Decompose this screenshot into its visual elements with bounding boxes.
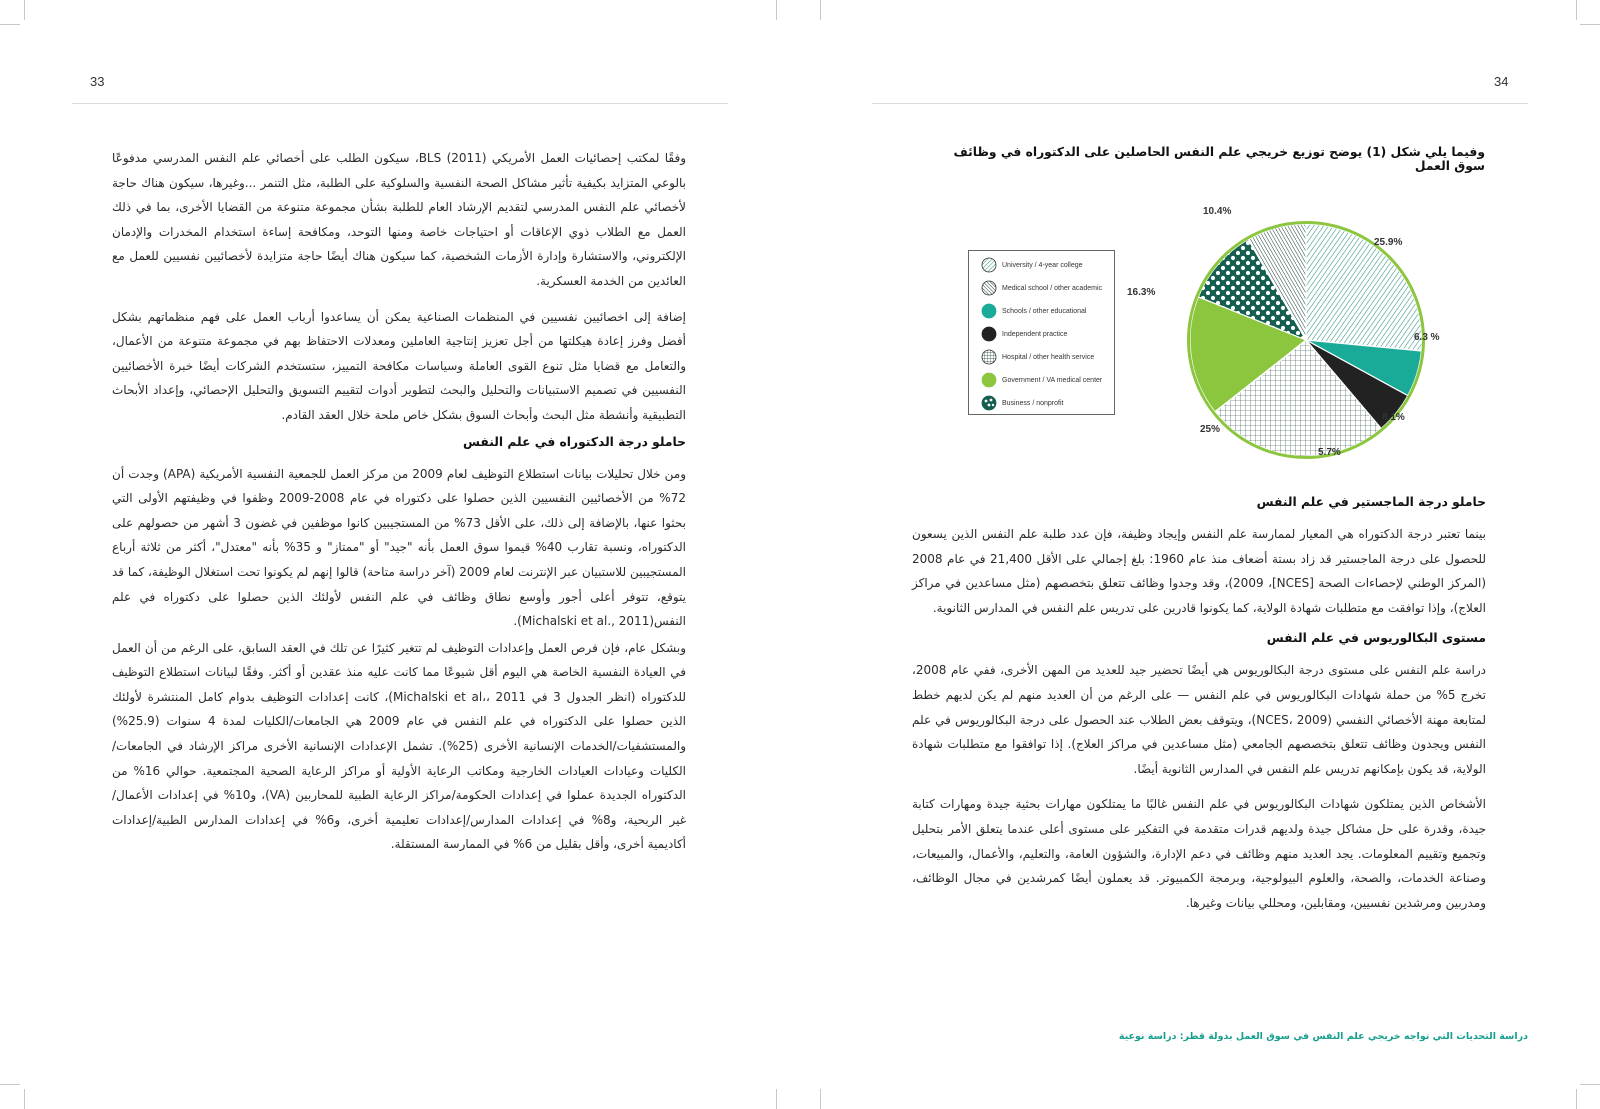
legend-item bbox=[981, 372, 1102, 388]
pie-slice bbox=[1306, 224, 1422, 351]
legend-item bbox=[981, 395, 1063, 411]
running-footer: دراسة التحديات التي تواجه خريجي علم النفس في سوق العمل بدولة قطر: دراسة نوعية bbox=[1118, 1031, 1528, 1042]
legend-swatch-grid-icon bbox=[981, 349, 997, 365]
pie-value-label: 25.9% bbox=[1374, 237, 1403, 248]
legend-label: Medical school / other academic bbox=[1002, 284, 1102, 292]
legend-swatch-green-icon bbox=[981, 372, 997, 388]
pie-value-label: 8.1% bbox=[1382, 412, 1405, 423]
pie-value-label: 10.4% bbox=[1203, 206, 1232, 217]
legend-item bbox=[981, 257, 1083, 273]
legend-label: Business / nonprofit bbox=[1002, 399, 1064, 407]
page-number-right: 34 bbox=[1494, 74, 1509, 89]
section-heading: مستوى البكالوريوس في علم النفس bbox=[1266, 631, 1486, 646]
paragraph: إضافة إلى اخصائيين نفسيين في المنظمات الصناعية يمكن أن يساعدوا أرباب العمل على فهم منظماتهم بشكل أفضل وفرز إعادة هيكلتها من أجل تعزيز إنتاجية العاملين ومعدلات الاحتفاظ بهم في مجموعة متنوعة من الأعمال، والتعامل مع قضايا مثل تنوع القوى العاملة وسياسات مكافحة التمييز، ستستخدم الشركات أيضًا خبرة الأخصائيين النفسيين في تصميم الاستبيانات والتحليل والبحث لتطوير أدوات لتقييم التسويق والتحليل الإحصائي، وإعداد الأبحاث التطبيقية وأنشطة مثل البحث وأبحاث السوق بشكل خاص ملحة خلال العقد القادم. bbox=[112, 309, 686, 422]
legend-label: Independent practice bbox=[1002, 330, 1068, 338]
chart-legend bbox=[968, 250, 1115, 415]
header-rule-right bbox=[872, 103, 1528, 104]
crop-mark bbox=[1580, 1084, 1600, 1085]
paragraph: بينما تعتبر درجة الدكتوراه هي المعيار لممارسة علم النفس وإيجاد وظيفة، فإن عدد طلبة علم النفس الذين يسعون للحصول على درجة الماجستير قد زاد بستة أضعاف منذ عام 1960: بلغ إجمالي على الأقل 21,400 في عام 2008 (المركز الوطني لإحصاءات الصحة [NCES]، 2009)، وقد وجدوا وظائف تتعلق بتخصصهم (مثل مساعدين في مراكز العلاج)، وإذا توافقت مع متطلبات شهادة الولاية، كما يكونوا قادرين على تدريس علم النفس في المدارس الثانوية. bbox=[912, 527, 1486, 615]
legend-label: Hospital / other health service bbox=[1002, 353, 1095, 361]
paragraph: ومن خلال تحليلات بيانات استطلاع التوظيف لعام 2009 من مركز العمل للجمعية النفسية الأمريكية (APA) وجدت أن 72% من الأخصائيين النفسيين الذين حصلوا على دكتوراه في عام 2008-2009 وظفوا في وظيفتهم الأولى التي بحثوا عنها، بالإضافة إلى ذلك، على الأقل 73% من المستجيبين كانوا موظفين في غضون 3 أشهر من حصولهم على الدكتوراه، ونسبة تقارب 40% قيموا سوق العمل بأنه "جيد" أو "ممتاز" و 35% بأنه "معتدل"، أكثر من ثلاثة أرباع المستجيبين للاستبيان عبر الإنترنت لعام 2009 (آخر دراسة متاحة) قالوا إنهم لم يكونوا تحت استغلال الوظيفة، كما قد يتوقع، تتوفر أعلى أجور وأوسع نطاق وظائف في علم النفس لأولئك الذين حصلوا على دكتوراه في علم النفس(Michalski et al., 2011). bbox=[112, 466, 687, 629]
paragraph: وفقًا لمكتب إحصائيات العمل الأمريكي BLS (2011)، سيكون الطلب على أخصائي علم النفس المدرسي مدفوعًا بالوعي المتزايد بكيفية تأثير مشاكل الصحة النفسية والسلوكية على الطلبة، مثل التنمر ...وغيرها، سيكون هناك حاجة لأخصائي علم النفس المدرسي لتقديم الإرشاد العام للطلبة بشأن مجموعة متنوعة من القضايا الأخرى، بما في ذلك العمل مع الطلاب ذوي الإعاقات أو احتياجات خاصة ومنها التوحد، ومكافحة إساءة استخدام المخدرات والإدمان الإلكتروني، والاستشارة وإدارة الأزمات الشخصية، كما سيكون هناك أيضًا حاجة متزايدة لأخصائيين نفسيين للعمل مع العائدين من الخدمة العسكرية. bbox=[112, 151, 686, 288]
legend-swatch-teal-icon bbox=[981, 303, 997, 319]
crop-mark bbox=[776, 0, 777, 20]
section-heading: حاملو درجة الدكتوراه في علم النفس bbox=[463, 434, 686, 449]
pie-value-label: 5.7% bbox=[1318, 447, 1341, 458]
legend-label: Government / VA medical center bbox=[1002, 376, 1103, 384]
pie-chart bbox=[1127, 206, 1460, 465]
pie-value-label: 25% bbox=[1200, 424, 1221, 435]
legend-swatch-black-icon bbox=[981, 326, 997, 342]
page-number-left: 33 bbox=[90, 74, 105, 89]
right-page-body bbox=[912, 490, 1486, 926]
paragraph: دراسة علم النفس على مستوى درجة البكالوريوس هي أيضًا تحضير جيد للعديد من المهن الأخرى، ففي عام 2008، تخرج 5% من حملة شهادات البكالوريوس في علم النفس — على الرغم من أن العديد منهم لم يكن لديهم خطط لمتابعة مهنة الأخصائي النفسي (NCES، 2009)، ويتوقف بعض الطلاب عند الحصول على درجة البكالوريوس في علم النفس ويجدون وظائف تتعلق بتخصصهم الجامعي (مثل مساعدين في مراكز العلاج). إذا توافقوا مع متطلبات شهادة الولاية، قد يكون بإمكانهم تدريس علم النفس في المدارس الثانوية أيضًا. bbox=[912, 663, 1486, 776]
paragraph: الأشخاص الذين يمتلكون شهادات البكالوريوس في علم النفس غالبًا ما يمتلكون مهارات بحثية جيدة ومهارات كتابة جيدة، وقدرة على حل مشاكل جيدة ولديهم قدرات متقدمة في التفكير على مستوى أعلى عندما يتعلق الأمر بتحليل وتجميع وتقييم المعلومات. يجد العديد منهم وظائف في دعم الإدارة، والشؤون العامة، والتعليم، والأعمال، والمبيعات، وصناعة الخدمات، والصحة، والعلوم البيولوجية، وبرمجة الكمبيوتر. قد يعملون أيضًا كمرشدين في مجال الوظائف، ومدربين ومرشدين نفسيين، ومقابلين، ومحللي بيانات وغيرها. bbox=[912, 797, 1486, 910]
crop-mark bbox=[820, 0, 821, 20]
crop-mark bbox=[24, 0, 25, 20]
legend-item bbox=[981, 303, 1086, 319]
legend-item bbox=[981, 326, 1067, 342]
crop-mark bbox=[24, 1089, 25, 1109]
crop-mark bbox=[0, 1084, 20, 1085]
crop-mark bbox=[1576, 1089, 1577, 1109]
legend-swatch-dense-diagonal-icon bbox=[981, 280, 997, 296]
legend-swatch-dots-icon bbox=[981, 395, 997, 411]
header-rule-left bbox=[72, 103, 728, 104]
legend-item bbox=[981, 349, 1094, 365]
pie-value-label: 6.3 % bbox=[1414, 332, 1440, 343]
legend-item bbox=[981, 280, 1102, 296]
figure-title: وفيما يلي شكل (1) يوضح توزيع خريجي علم النفس الحاصلين على الدكتوراه في وظائف سوق العمل bbox=[953, 145, 1485, 173]
legend-label: University / 4-year college bbox=[1002, 261, 1083, 269]
paragraph: وبشكل عام، فإن فرص العمل وإعدادات التوظيف لم تتغير كثيرًا عن تلك في العقد السابق، على الرغم من أن العمل في العيادة النفسية الخاصة هي اليوم أقل شيوعًا مما كانت عليه منذ عقدين أو أكثر. وفقًا لبيانات استطلاع التوظيف للدكتوراه (انظر الجدول 3 في Michalski et al،، 2011)، كانت إعدادات التوظيف بدوام كامل المنتشرة لأولئك الذين حصلوا على الدكتوراه في علم النفس في عام 2009 هي الجامعات/الكليات لمدة 4 سنوات (25.9%) والمستشفيات/الخدمات الإنسانية الأخرى (25%). تشمل الإعدادات الإنسانية الأخرى مراكز الإرشاد في الجامعات/الكليات وعيادات العيادات الخارجية ومكاتب الرعاية الأولية أو مراكز الرعاية الصحية المجتمعية. حوالي 16% من الدكتوراه الجديدة عملوا في إعدادات الحكومة/مراكز الرعاية الطبية للمحاربين (VA)، و10% في إعدادات الأعمال/غير الربحية، و8% في إعدادات المدارس/إعدادات تعليمية أخرى، و6% في إعدادات المدارس الطبية/إعدادات أكاديمية أخرى، وأقل بقليل من 6% في الممارسة المستقلة. bbox=[112, 640, 686, 852]
left-page-body bbox=[112, 146, 686, 868]
crop-mark bbox=[820, 1089, 821, 1109]
crop-mark bbox=[776, 1089, 777, 1109]
crop-mark bbox=[0, 24, 20, 25]
crop-mark bbox=[1580, 24, 1600, 25]
crop-mark bbox=[1576, 0, 1577, 20]
legend-swatch-diagonal-icon bbox=[981, 257, 997, 273]
legend-label: Schools / other educational bbox=[1002, 307, 1087, 315]
section-heading: حاملو درجة الماجستير في علم النفس bbox=[1256, 495, 1486, 509]
pie-value-label: 16.3% bbox=[1127, 287, 1156, 298]
